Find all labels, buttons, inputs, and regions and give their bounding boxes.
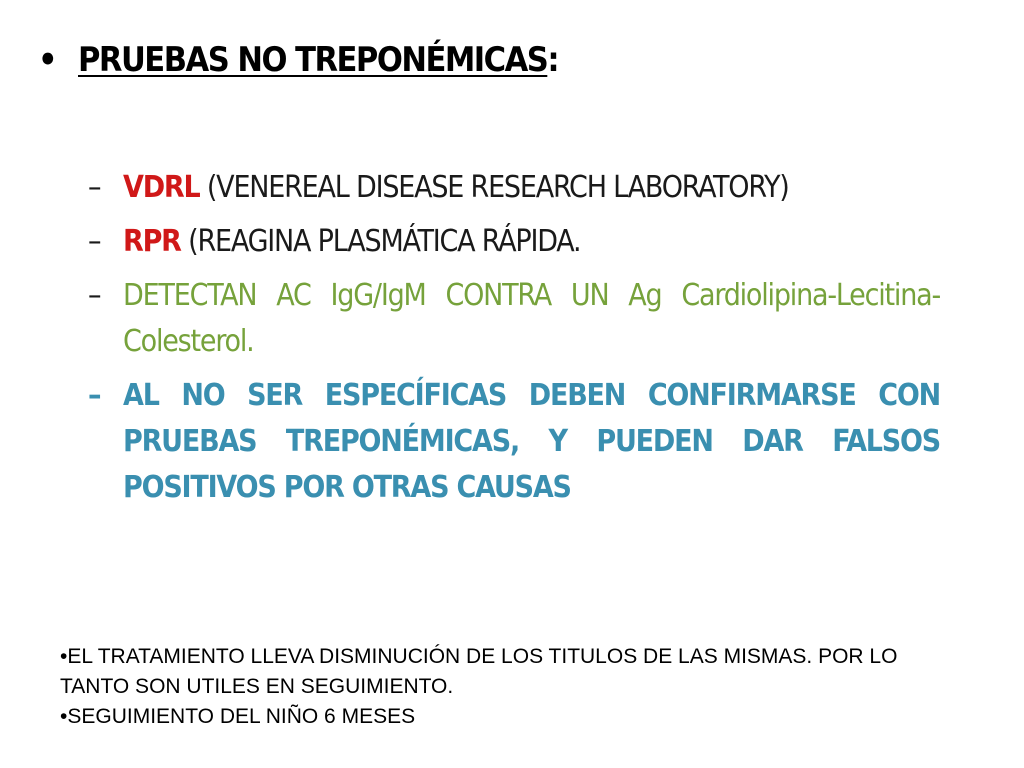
title-bullet: • [38,40,58,80]
list-item-vdrl [88,165,940,211]
bullet-list [88,165,940,519]
list-dash: – [88,378,101,413]
list-dash: – [88,224,101,259]
rpr-description: (REAGINA PLASMÁTICA RÁPIDA. [180,224,581,259]
list-item-text [123,165,940,211]
detectan-text: DETECTAN AC IgG/IgM CONTRA UN Ag Cardiolipina-Lecitina-Colesterol. [123,278,940,359]
footer-notes [60,642,900,732]
confirmation-text: AL NO SER ESPECÍFICAS DEBEN CONFIRMARSE CON PRUEBAS TREPONÉMICAS, Y PUEDEN DAR FALSOS POSITIVOS POR OTRAS CAUSAS [123,378,940,505]
list-dash: – [88,170,101,205]
footer-note-followup: •SEGUIMIENTO DEL NIÑO 6 MESES [60,705,416,728]
vdrl-label: VDRL [123,170,200,205]
title-text-wrap [78,36,558,84]
list-dash: – [88,278,101,313]
list-item-confirmation [88,373,940,511]
list-item-rpr [88,219,940,265]
title-text: PRUEBAS NO TREPONÉMICAS [78,40,548,80]
list-item-text [123,219,940,265]
title-colon: : [547,40,559,80]
rpr-label: RPR [123,224,181,259]
list-item-detectan [88,273,940,365]
footer-note-treatment: •EL TRATAMIENTO LLEVA DISMINUCIÓN DE LOS TITULOS DE LAS MISMAS. POR LO TANTO SON UTILES EN SEGUIMIENTO. [60,645,898,698]
vdrl-description: (VENEREAL DISEASE RESEARCH LABORATORY) [199,170,789,205]
